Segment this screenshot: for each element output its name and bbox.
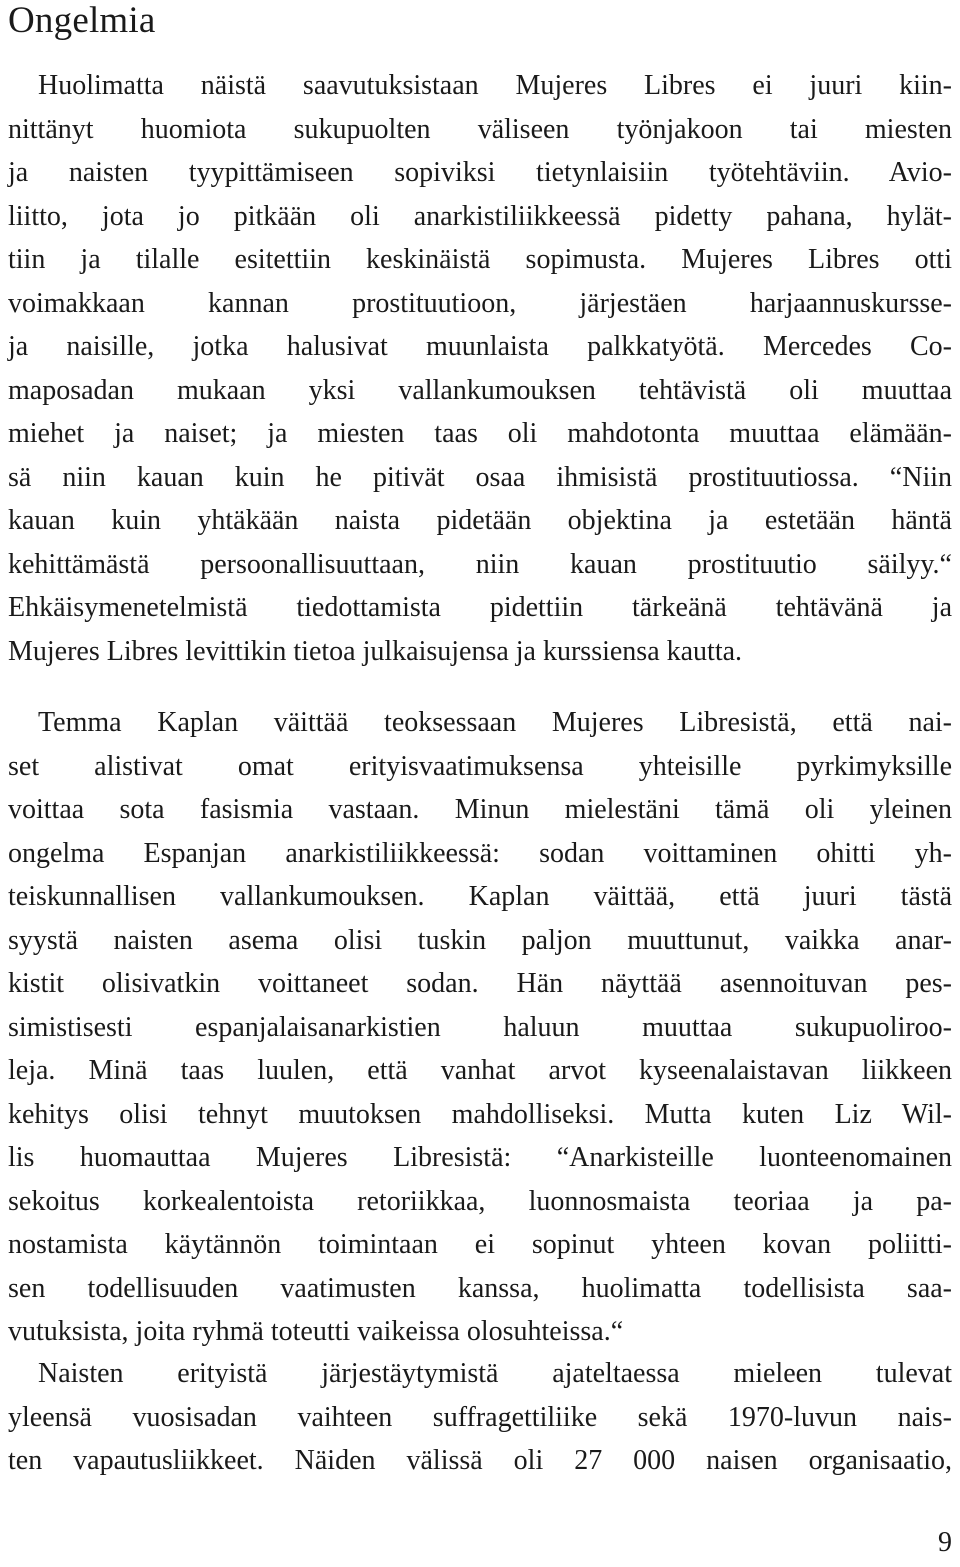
paragraph-line: simistisesti espanjalaisanarkistien haluun muuttaa sukupuoliroo- — [8, 1011, 952, 1043]
paragraph-1 — [8, 64, 952, 673]
page-number: 9 — [938, 1527, 952, 1558]
paragraph-line: yleensä vuosisadan vaihteen suffragettiliike sekä 1970-luvun nais- — [8, 1401, 952, 1433]
paragraph-line: voimakkaan kannan prostituutioon, järjestäen harjaannuskursse- — [8, 287, 952, 319]
paragraph-line: ja naisille, jotka halusivat muunlaista palkkatyötä. Mercedes Co- — [8, 331, 952, 362]
paragraph-line: voittaa sota fasismia vastaan. Minun mielestäni tämä oli yleinen — [8, 794, 952, 825]
paragraph-line: ja naisten tyypittämiseen sopiviksi tietynlaisiin työtehtäviin. Avio- — [8, 157, 952, 188]
paragraph-line: sen todellisuuden vaatimusten kanssa, huolimatta todellisista saa- — [8, 1272, 952, 1304]
paragraph-line: ten vapautusliikkeet. Näiden välissä oli 27 000 naisen organisaatio, — [8, 1445, 952, 1476]
paragraph-line: kistit olisivatkin voittaneet sodan. Hän näyttää asennoituvan pes- — [8, 968, 952, 999]
paragraph-line: nostamista käytännön toimintaan ei sopinut yhteen kovan poliitti- — [8, 1229, 952, 1260]
paragraph-line: set alistivat omat erityisvaatimuksensa yhteisille pyrkimyksille — [8, 750, 952, 782]
paragraph-line: Huolimatta näistä saavutuksistaan Mujeres Libres ei juuri kiin- — [38, 70, 952, 101]
paragraph-3 — [8, 1352, 952, 1483]
paragraph-line: Mujeres Libres levittikin tietoa julkaisujensa ja kurssiensa kautta. — [8, 635, 743, 667]
paragraph-line: ongelma Espanjan anarkistiliikkeessä: sodan voittaminen ohitti yh- — [8, 837, 952, 869]
paragraph-line: Ehkäisymenetelmistä tiedottamista pidettiin tärkeänä tehtävänä ja — [8, 592, 952, 623]
paragraph-line: miehet ja naiset; ja miesten taas oli mahdotonta muuttaa elämään- — [8, 418, 952, 449]
paragraph-line: vutuksista, joita ryhmä toteutti vaikeissa olosuhteissa.“ — [8, 1316, 624, 1347]
paragraph-line: liitto, jota jo pitkään oli anarkistiliikkeessä pidetty pahana, hylät- — [8, 200, 952, 232]
paragraph-line: kehittämästä persoonallisuuttaan, niin kauan prostituutio säilyy.“ — [8, 548, 952, 580]
section-heading: Ongelmia — [8, 0, 156, 41]
paragraph-line: Naisten erityistä järjestäytymistä ajateltaessa mieleen tulevat — [38, 1358, 952, 1389]
paragraph-2 — [8, 701, 952, 1354]
paragraph-line: teiskunnallisen vallankumouksen. Kaplan väittää, että juuri tästä — [8, 881, 952, 912]
paragraph-line: Temma Kaplan väittää teoksessaan Mujeres Libresistä, että nai- — [38, 707, 952, 738]
paragraph-line: kehitys olisi tehnyt muutoksen mahdolliseksi. Mutta kuten Liz Wil- — [8, 1098, 952, 1130]
paragraph-line: sä niin kauan kuin he pitivät osaa ihmisistä prostituutiossa. “Niin — [8, 461, 952, 493]
paragraph-line: kauan kuin yhtäkään naista pidetään objektina ja estetään häntä — [8, 505, 952, 536]
paragraph-line: syystä naisten asema olisi tuskin paljon muuttunut, vaikka anar- — [8, 924, 952, 956]
paragraph-line: nittänyt huomiota sukupuolten väliseen työnjakoon tai miesten — [8, 113, 952, 145]
paragraph-line: tiin ja tilalle esitettiin keskinäistä sopimusta. Mujeres Libres otti — [8, 244, 952, 275]
paragraph-line: lis huomauttaa Mujeres Libresistä: “Anarkisteille luonteenomainen — [8, 1142, 952, 1173]
paragraph-line: sekoitus korkealentoista retoriikkaa, luonnosmaista teoriaa ja pa- — [8, 1185, 952, 1217]
paragraph-line: maposadan mukaan yksi vallankumouksen tehtävistä oli muuttaa — [8, 374, 952, 406]
paragraph-line: leja. Minä taas luulen, että vanhat arvot kyseenalaistavan liikkeen — [8, 1055, 952, 1086]
